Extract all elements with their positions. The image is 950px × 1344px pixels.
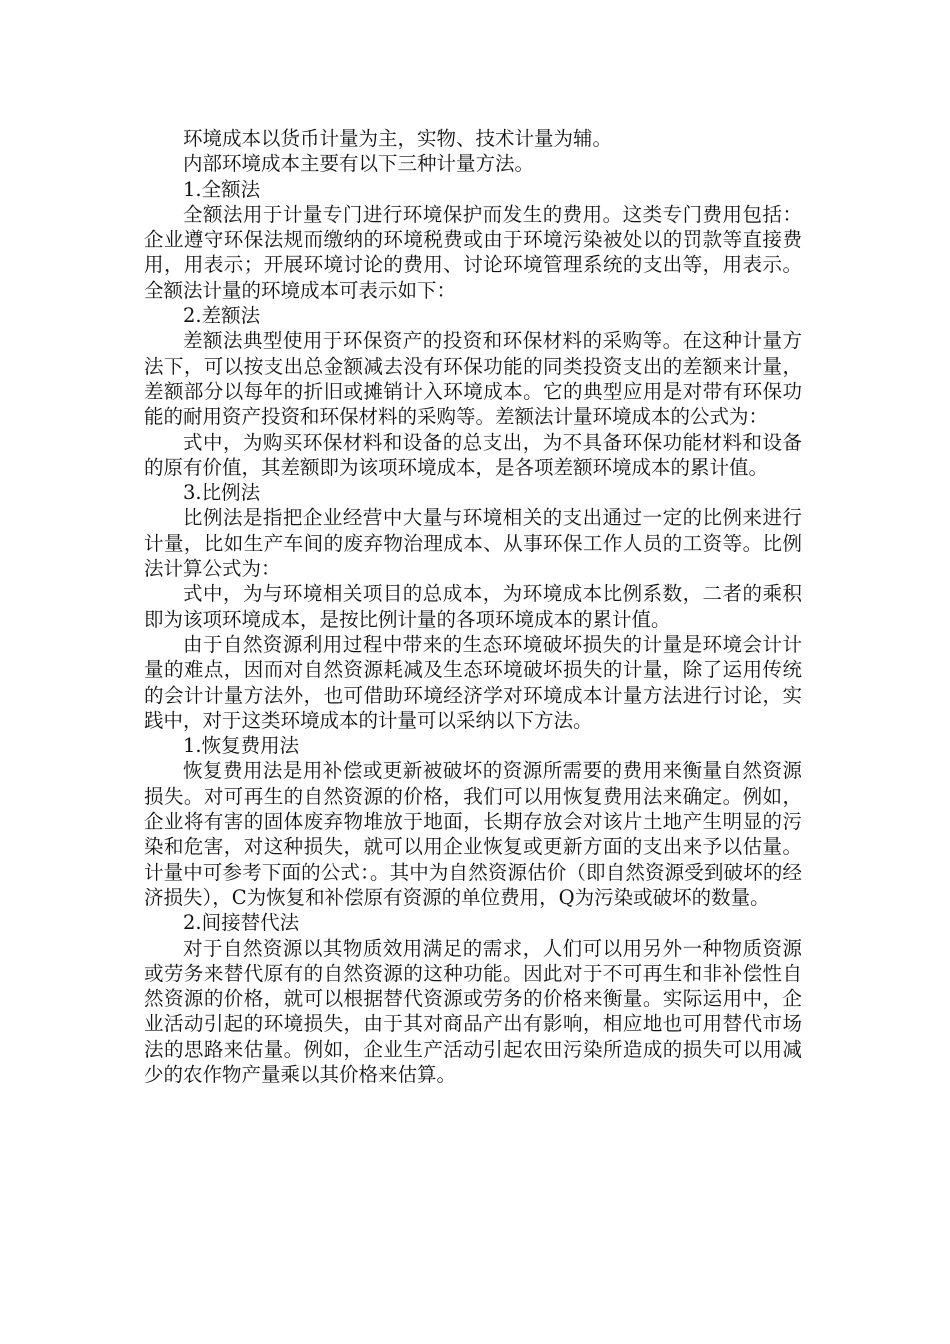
- heading-proportion-method: 3.比例法: [183, 481, 261, 505]
- paragraph-difference-method: 差额法典型使用于环保资产的投资和环保材料的采购等。在这种计量方法下，可以按支出总金额减去没有环保功能的同类投资支出的差额来计量，差额部分以每年的折旧或摊销计入环境成本。它的典型应用是对带有环保功能的耐用资产投资和环保材料的采购等。差额法计量环境成本的公式为：: [144, 329, 802, 429]
- paragraph-restoration-cost-method: 恢复费用法是用补偿或更新被破坏的资源所需要的费用来衡量自然资源损失。对可再生的自然资源的价格，我们可以用恢复费用法来确定。例如，企业将有害的固体废弃物堆放于地面，长期存放会对该片土地产生明显的污染和危害，对这种损失，就可以用企业恢复或更新方面的支出来予以估量。计量中可参考下面的公式：。其中为自然资源估价（即自然资源受到破坏的经济损失），C为恢复和补偿原有资源的单位费用，Q为污染或破坏的数量。: [144, 759, 802, 909]
- paragraph-proportion-formula-note: 式中，为与环境相关项目的总成本，为环境成本比例系数，二者的乘积即为该项环境成本，是按比例计量的各项环境成本的累计值。: [144, 582, 802, 631]
- heading-indirect-substitution-method: 2.间接替代法: [183, 911, 300, 935]
- heading-full-amount-method: 1.全额法: [183, 177, 261, 201]
- document-body: [144, 126, 802, 1087]
- heading-difference-method: 2.差额法: [183, 304, 261, 328]
- heading-restoration-cost-method: 1.恢复费用法: [183, 734, 300, 758]
- paragraph-natural-resource-intro: 由于自然资源利用过程中带来的生态环境破坏损失的计量是环境会计计量的难点，因而对自然资源耗减及生态环境破坏损失的计量，除了运用传统的会计计量方法外，也可借助环境经济学对环境成本计量方法进行讨论，实践中，对于这类环境成本的计量可以采纳以下方法。: [144, 632, 802, 732]
- paragraph-indirect-substitution-method: 对于自然资源以其物质效用满足的需求，人们可以用另外一种物质资源或劳务来替代原有的自然资源的这种功能。因此对于不可再生和非补偿性自然资源的价格，就可以根据替代资源或劳务的价格来衡量。实际运用中，企业活动引起的环境损失，由于其对商品产出有影响，相应地也可用替代市场法的思路来估量。例如，企业生产活动引起农田污染所造成的损失可以用减少的农作物产量乘以其价格来估算。: [144, 936, 802, 1086]
- paragraph-full-amount-method: 全额法用于计量专门进行环境保护而发生的费用。这类专门费用包括：企业遵守环保法规而缴纳的环境税费或由于环境污染被处以的罚款等直接费用，用表示；开展环境讨论的费用、讨论环境管理系统的支出等，用表示。全额法计量的环境成本可表示如下：: [144, 202, 802, 302]
- paragraph-proportion-method: 比例法是指把企业经营中大量与环境相关的支出通过一定的比例来进行计量，比如生产车间的废弃物治理成本、从事环保工作人员的工资等。比例法计算公式为：: [144, 506, 802, 581]
- paragraph-measurement-basis: 环境成本以货币计量为主，实物、技术计量为辅。: [183, 127, 613, 150]
- paragraph-difference-formula-note: 式中，为购买环保材料和设备的总支出，为不具备环保功能材料和设备的原有价值，其差额即为该项环境成本，是各项差额环境成本的累计值。: [144, 430, 802, 479]
- paragraph-internal-methods-intro: 内部环境成本主要有以下三种计量方法。: [183, 152, 535, 176]
